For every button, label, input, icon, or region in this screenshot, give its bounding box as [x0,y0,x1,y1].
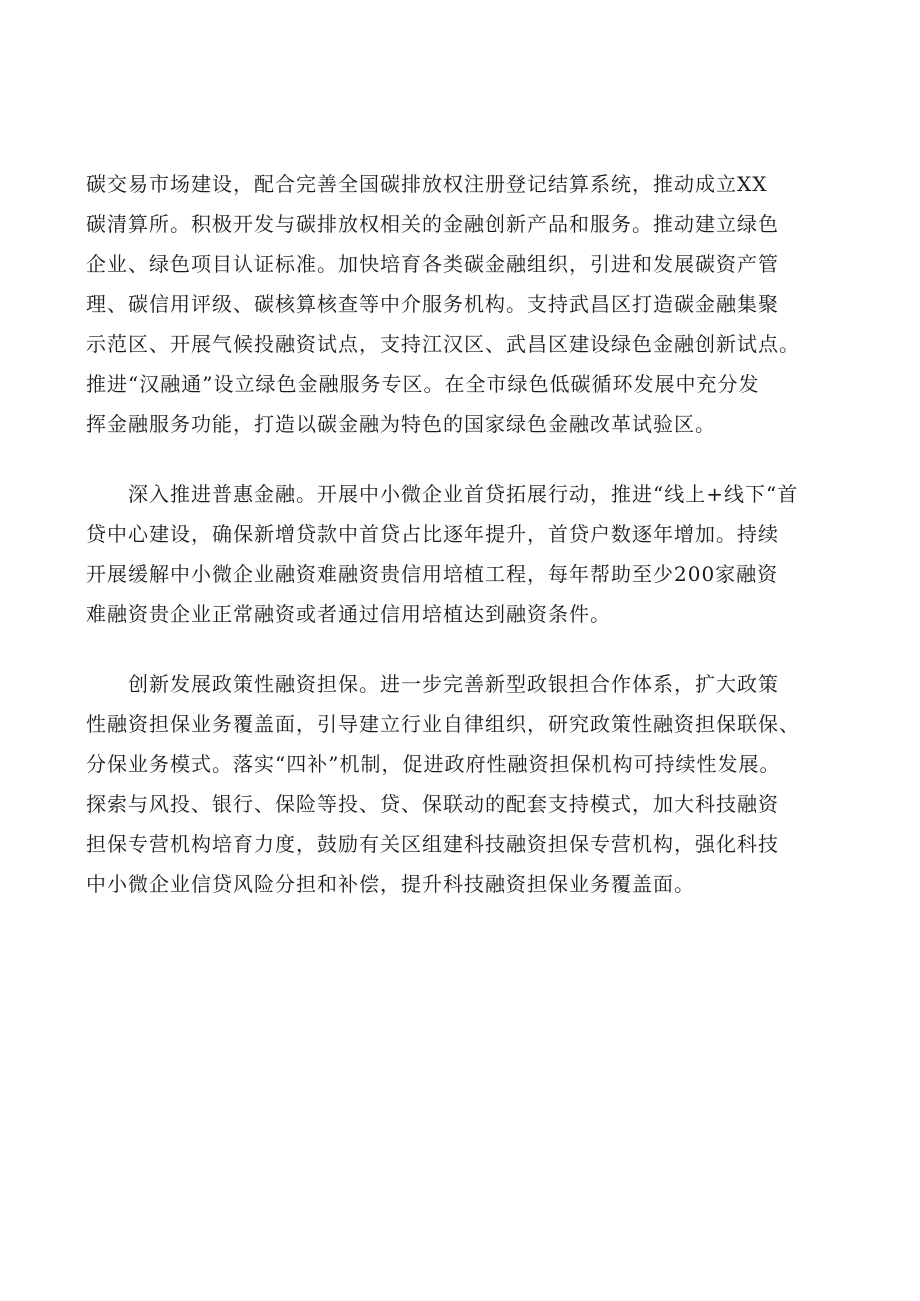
text-line: 深入推进普惠金融。开展中小微企业首贷拓展行动，推进“线上+线下“首 [128,482,799,506]
text-line: 理、碳信用评级、碳核算核查等中介服务机构。支持武昌区打造碳金融集聚 [86,292,779,316]
text-line: 贷中心建设，确保新增贷款中首贷占比逐年提升，首贷户数逐年增加。持续 [86,522,779,546]
paragraph-carbon-finance [86,164,838,444]
text-line: 企业、绿色项目认证标准。加快培育各类碳金融组织，引进和发展碳资产管 [86,252,779,276]
text-line: 开展缓解中小微企业融资难融资贵信用培植工程，每年帮助至少200家融资 [86,562,779,586]
text-line: 碳清算所。积极开发与碳排放权相关的金融创新产品和服务。推动建立绿色 [86,212,779,236]
text-line: 难融资贵企业正常融资或者通过信用培植达到融资条件。 [86,602,611,626]
text-line: 探索与风投、银行、保险等投、贷、保联动的配套支持模式，加大科技融资 [86,792,779,816]
text-line: 碳交易市场建设，配合完善全国碳排放权注册登记结算系统，推动成立XX [86,172,768,196]
text-line: 创新发展政策性融资担保。进一步完善新型政银担合作体系，扩大政策 [128,672,779,696]
paragraph-policy-guarantee [86,664,838,904]
text-line: 示范区、开展气候投融资试点，支持江汉区、武昌区建设绿色金融创新试点。 [86,332,800,356]
text-line: 担保专营机构培育力度，鼓励有关区组建科技融资担保专营机构，强化科技 [86,832,779,856]
text-line: 性融资担保业务覆盖面，引导建立行业自律组织，研究政策性融资担保联保、 [86,712,800,736]
text-line: 推进“汉融通”设立绿色金融服务专区。在全市绿色低碳循环发展中充分发 [86,372,760,396]
paragraph-spacer [86,444,838,474]
paragraph-inclusive-finance [86,474,838,634]
text-line: 分保业务模式。落实“四补”机制，促进政府性融资担保机构可持续性发展。 [86,752,781,776]
text-line: 中小微企业信贷风险分担和补偿，提升科技融资担保业务覆盖面。 [86,872,695,896]
document-body [86,164,838,904]
paragraph-spacer [86,634,838,664]
text-line: 挥金融服务功能，打造以碳金融为特色的国家绿色金融改革试验区。 [86,412,716,436]
